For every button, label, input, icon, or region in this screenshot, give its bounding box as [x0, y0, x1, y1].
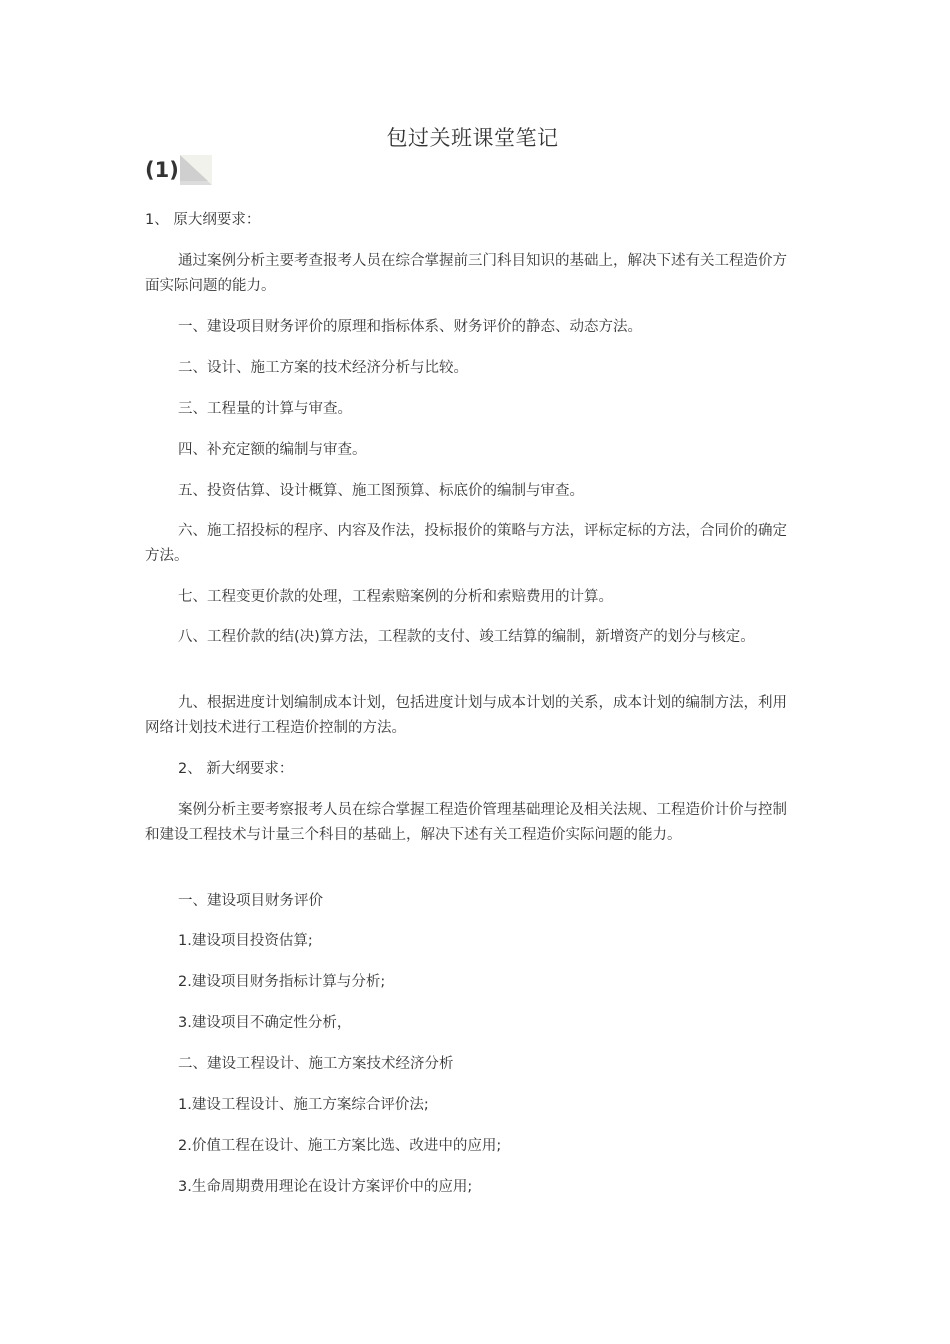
section2-item: 1.建设工程设计、施工方案综合评价法;	[178, 1097, 429, 1113]
section1-item: 一、建设项目财务评价的原理和指标体系、财务评价的静态、动态方法。	[178, 319, 642, 335]
section1-item: 六、施工招投标的程序、内容及作法，投标报价的策略与方法，评标定标的方法，合同价的确定方法。	[145, 523, 787, 564]
section2-heading: 2、 新大纲要求：	[178, 761, 294, 777]
section1-item: 五、投资估算、设计概算、施工图预算、标底价的编制与审查。	[178, 483, 584, 499]
section2-item: 2.价值工程在设计、施工方案比选、改进中的应用;	[178, 1138, 502, 1154]
section1-item: 九、根据进度计划编制成本计划，包括进度计划与成本计划的关系，成本计划的编制方法，利用网络计划技术进行工程造价控制的方法。	[145, 695, 787, 736]
section1-item: 八、工程价款的结(决)算方法，工程款的支付、竣工结算的编制，新增资产的划分与核定。	[178, 629, 755, 645]
section1-item: 二、设计、施工方案的技术经济分析与比较。	[178, 360, 468, 376]
section2-item: 2.建设项目财务指标计算与分析;	[178, 974, 386, 990]
section2-item: 二、建设工程设计、施工方案技术经济分析	[178, 1056, 454, 1072]
section2-item: 3.建设项目不确定性分析，	[178, 1015, 352, 1031]
section2-intro: 案例分析主要考察报考人员在综合掌握工程造价管理基础理论及相关法规、工程造价计价与控制和建设工程技术与计量三个科目的基础上，解决下述有关工程造价实际问题的能力。	[145, 802, 787, 843]
document-title: 包过关班课堂笔记	[386, 126, 559, 150]
section1-heading: 1、 原大纲要求：	[145, 212, 261, 228]
section1-item: 七、工程变更价款的处理，工程索赔案例的分析和索赔费用的计算。	[178, 589, 613, 605]
section2-item: 3.生命周期费用理论在设计方案评价中的应用;	[178, 1179, 473, 1195]
section2-item: 1.建设项目投资估算;	[178, 933, 313, 949]
section1-intro: 通过案例分析主要考查报考人员在综合掌握前三门科目知识的基础上，解决下述有关工程造价方面实际问题的能力。	[145, 253, 787, 294]
section1-item: 三、工程量的计算与审查。	[178, 401, 352, 417]
section1-item: 四、补充定额的编制与审查。	[178, 442, 367, 458]
page-corner-image	[180, 155, 212, 185]
section2-item: 一、建设项目财务评价	[178, 893, 323, 909]
document-subheading	[145, 155, 212, 185]
subheading-text: (1)	[145, 158, 179, 182]
